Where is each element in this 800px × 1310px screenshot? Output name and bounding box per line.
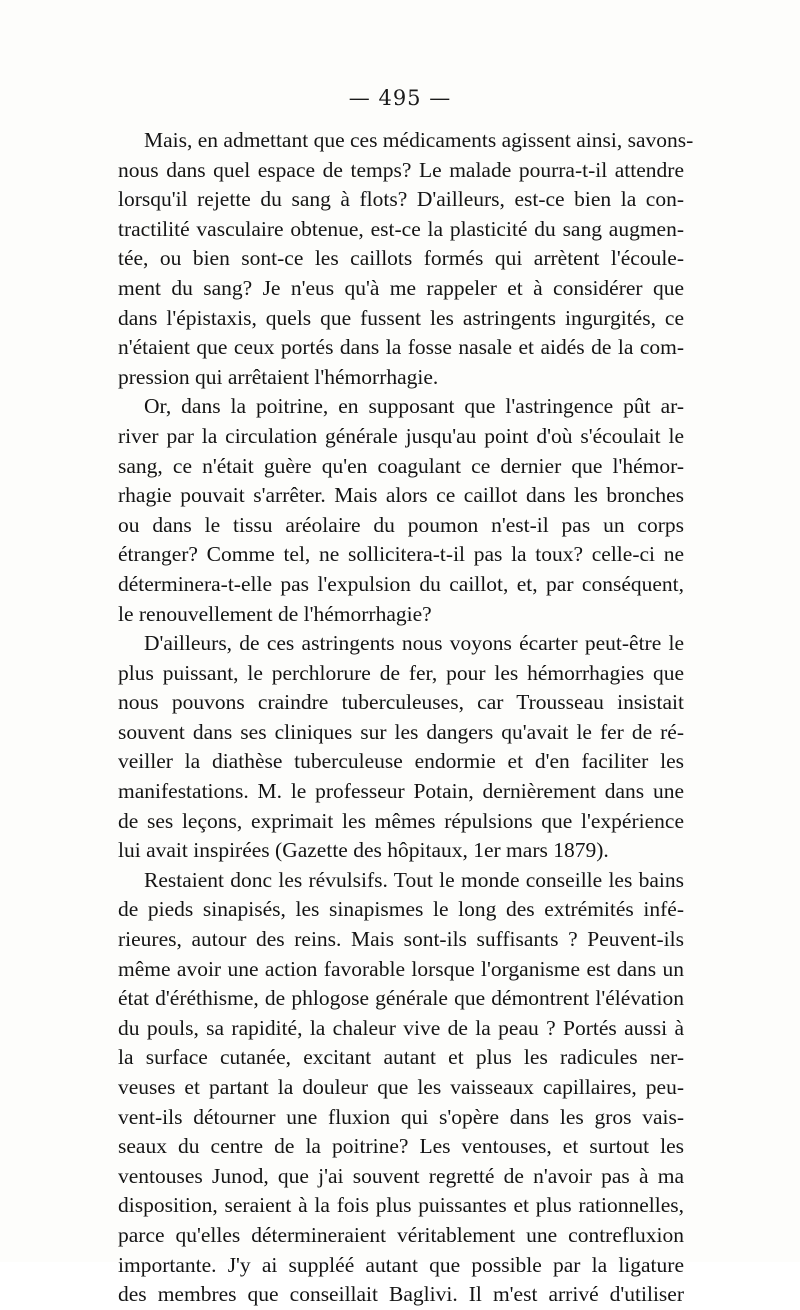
text-line: vent-ils détourner une fluxion qui s'opère dans les gros vais- (118, 1104, 684, 1129)
text-line: Mais, en admettant que ces médicaments agissent ainsi, savons- (144, 128, 694, 152)
text-line: étranger? Comme tel, ne sollicitera-t-il pas la toux? celle-ci ne (118, 542, 684, 567)
text-line: manifestations. M. le professeur Potain, dernièrement dans une (118, 779, 684, 804)
text-line: veuses et partant la douleur que les vaisseaux capillaires, peu- (118, 1075, 684, 1099)
body-text (118, 126, 694, 1310)
text-line: le renouvellement de l'hémorrhagie? (118, 601, 432, 626)
text-line: ment du sang? Je n'eus qu'à me rappeler et à considérer que (118, 275, 684, 300)
text-line: lorsqu'il rejette du sang à flots? D'ailleurs, est-ce bien la con- (118, 187, 684, 212)
text-line: tée, ou bien sont-ce les caillots formés qui arrètent l'écoule- (118, 246, 684, 271)
text-line: Or, dans la poitrine, en supposant que l'astringence pût ar- (144, 394, 684, 419)
text-line: importante. J'y ai suppléé autant que possible par la ligature (118, 1252, 684, 1277)
text-line: nous dans quel espace de temps? Le malade pourra-t-il attendre (118, 157, 684, 182)
text-line: du pouls, sa rapidité, la chaleur vive de la peau ? Portés aussi à (118, 1015, 684, 1040)
text-line: ventouses Junod, que j'ai souvent regretté de n'avoir pas à ma (118, 1163, 684, 1188)
text-line: sang, ce n'était guère qu'en coagulant ce dernier que l'hémor- (118, 453, 684, 478)
text-line: ou dans le tissu aréolaire du poumon n'est-il pas un corps (118, 512, 684, 537)
text-line: river par la circulation générale jusqu'au point d'où s'écoulait le (118, 423, 684, 448)
text-line: déterminera-t-elle pas l'expulsion du caillot, et, par conséquent, (118, 571, 684, 596)
text-line: parce qu'elles détermineraient véritablement une contrefluxion (118, 1222, 684, 1247)
text-line: disposition, seraient à la fois plus puissantes et plus rationnelles, (118, 1193, 684, 1218)
text-line: tractilité vasculaire obtenue, est-ce la plasticité du sang augmen- (118, 216, 684, 241)
text-line: Restaient donc les révulsifs. Tout le monde conseille les bains (144, 867, 684, 892)
text-line: même avoir une action favorable lorsque l'organisme est dans un (118, 956, 684, 981)
text-line: état d'éréthisme, de phlogose générale que démontrent l'élévation (118, 986, 684, 1011)
text-line: rieures, autour des reins. Mais sont-ils suffisants ? Peuvent-ils (118, 927, 684, 952)
text-line: veiller la diathèse tuberculeuse endormie et d'en faciliter les (118, 749, 684, 774)
text-line: rhagie pouvait s'arrêter. Mais alors ce caillot dans les bronches (118, 483, 684, 508)
text-line: souvent dans ses cliniques sur les dangers qu'avait le fer de ré- (118, 719, 684, 744)
text-line: lui avait inspirées (Gazette des hôpitaux, 1er mars 1879). (118, 838, 609, 863)
page-number: — 495 — (348, 86, 452, 110)
text-line: de pieds sinapisés, les sinapismes le long des extrémités infé- (118, 897, 684, 922)
text-line: seaux du centre de la poitrine? Les ventouses, et surtout les (118, 1134, 684, 1159)
text-line: pression qui arrêtaient l'hémorrhagie. (118, 364, 439, 389)
text-line: n'étaient que ceux portés dans la fosse nasale et aidés de la com- (118, 335, 684, 360)
text-line: la surface cutanée, excitant autant et plus les radicules ner- (118, 1045, 684, 1070)
text-line: plus puissant, le perchlorure de fer, pour les hémorrhagies que (118, 660, 684, 685)
text-line: nous pouvons craindre tuberculeuses, car Trousseau insistait (118, 690, 684, 715)
text-line: dans l'épistaxis, quels que fussent les astringents ingurgités, ce (118, 305, 684, 330)
text-line: des membres que conseillait Baglivi. Il m'est arrivé d'utiliser (118, 1282, 684, 1307)
text-line: D'ailleurs, de ces astringents nous voyons écarter peut-être le (144, 631, 684, 656)
text-line: de ses leçons, exprimait les mêmes répulsions que l'expérience (118, 808, 684, 833)
